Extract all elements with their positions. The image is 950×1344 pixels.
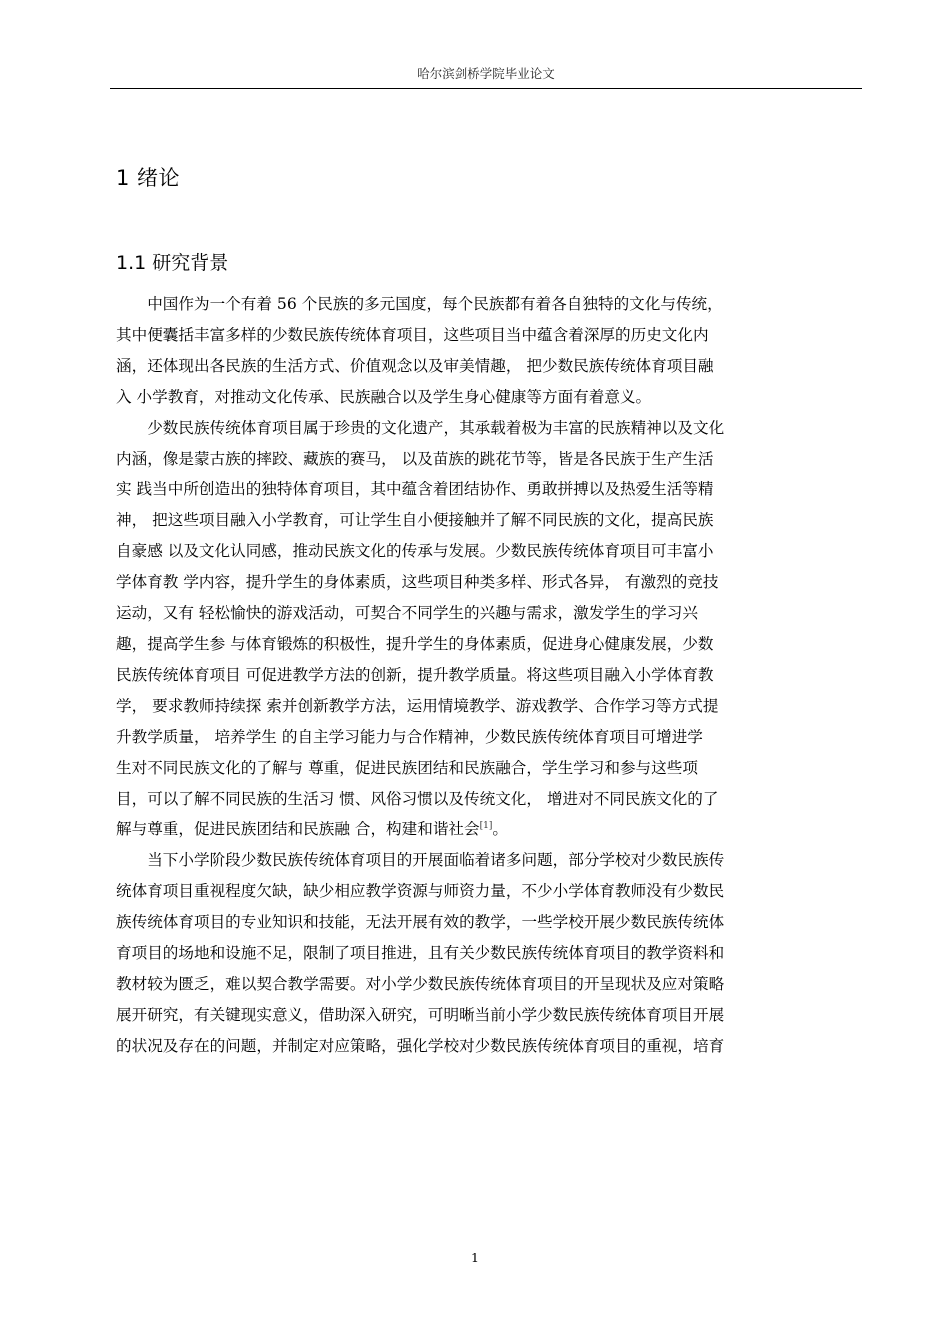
- paragraph-line: 展开研究，有关键现实意义，借助深入研究，可明晰当前小学少数民族传统体育项目开展: [116, 1005, 725, 1024]
- paragraph-line: 自豪感 以及文化认同感，推动民族文化的传承与发展。少数民族传统体育项目可丰富小: [116, 542, 714, 561]
- paragraph-line: 教材较为匮乏，难以契合教学需要。对小学少数民族传统体育项目的开呈现状及应对策略: [116, 974, 725, 993]
- paragraph-line: 涵，还体现出各民族的生活方式、价值观念以及审美情趣， 把少数民族传统体育项目融: [116, 356, 714, 375]
- paragraph-line: 民族传统体育项目 可促进教学方法的创新，提升教学质量。将这些项目融入小学体育教: [116, 665, 714, 684]
- paragraph-line: 学， 要求教师持续探 索并创新教学方法，运用情境教学、游戏教学、合作学习等方式提: [116, 696, 719, 715]
- paragraph-line: 中国作为一个有着 56 个民族的多元国度，每个民族都有着各自独特的文化与传统，: [147, 295, 723, 313]
- paragraph-line-last: [116, 814, 858, 845]
- paragraph-line: 实 践当中所创造出的独特体育项目，其中蕴含着团结协作、勇敢拼搏以及热爱生活等精: [116, 480, 714, 499]
- paragraph-line: 族传统体育项目的专业知识和技能，无法开展有效的教学，一些学校开展少数民族传统体: [116, 913, 725, 932]
- paragraph-line: 当下小学阶段少数民族传统体育项目的开展面临着诸多问题，部分学校对少数民族传: [147, 851, 725, 870]
- header-text: 哈尔滨剑桥学院毕业论文: [417, 66, 555, 81]
- paragraph-line: 运动，又有 轻松愉快的游戏活动，可契合不同学生的兴趣与需求，激发学生的学习兴: [116, 604, 698, 623]
- paragraph-line: 趣，提高学生参 与体育锻炼的积极性，提升学生的身体素质，促进身心健康发展，少数: [116, 634, 714, 653]
- paragraph-line: 学体育教 学内容，提升学生的身体素质，这些项目种类多样、形式各异， 有激烈的竞技: [116, 573, 719, 592]
- body-text: [116, 289, 858, 1062]
- paragraph-line: 升教学质量， 培养学生 的自主学习能力与合作精神，少数民族传统体育项目可增进学: [116, 727, 703, 746]
- paragraph-line: 入 小学教育，对推动文化传承、民族融合以及学生身心健康等方面有着意义。: [116, 387, 652, 406]
- paragraph-1-cont: [116, 320, 858, 413]
- citation-ref[interactable]: [1]: [479, 821, 493, 832]
- paragraph-line: 其中便囊括丰富多样的少数民族传统体育项目，这些项目当中蕴含着深厚的历史文化内: [116, 325, 709, 344]
- paragraph-line: 育项目的场地和设施不足，限制了项目推进，且有关少数民族传统体育项目的教学资料和: [116, 944, 725, 963]
- paragraph-3: [116, 845, 858, 876]
- paragraph-line: 的状况及存在的问题，并制定对应策略，强化学校对少数民族传统体育项目的重视，培育: [116, 1036, 725, 1055]
- paragraph-line: 内涵，像是蒙古族的摔跤、藏族的赛马， 以及苗族的跳花节等，皆是各民族于生产生活: [116, 449, 714, 468]
- paragraph-line: 生对不同民族文化的了解与 尊重，促进民族团结和民族融合，学生学习和参与这些项: [116, 758, 698, 777]
- page-number: 1: [471, 1250, 479, 1265]
- paragraph-line: 神， 把这些项目融入小学教育，可让学生自小便接触并了解不同民族的文化，提高民族: [116, 511, 714, 530]
- paragraph-end-punct: 。: [492, 820, 508, 839]
- paragraph-line: 目，可以了解不同民族的生活习 惯、风俗习惯以及传统文化， 增进对不同民族文化的了: [116, 789, 719, 808]
- chapter-title: 1 绪论: [116, 166, 181, 190]
- paragraph-line: 少数民族传统体育项目属于珍贵的文化遗产，其承载着极为丰富的民族精神以及文化: [147, 418, 725, 437]
- page-header: [110, 66, 862, 89]
- paragraph-2: [116, 413, 858, 444]
- paragraph-3-cont: [116, 876, 858, 1061]
- paragraph-line-text: 解与尊重，促进民族团结和民族融 合，构建和谐社会: [116, 820, 480, 839]
- paragraph-1: [116, 289, 858, 320]
- section-title: 1.1 研究背景: [116, 252, 229, 274]
- paragraph-2-cont: [116, 444, 858, 846]
- paragraph-line: 统体育项目重视程度欠缺，缺少相应教学资源与师资力量，不少小学体育教师没有少数民: [116, 882, 725, 901]
